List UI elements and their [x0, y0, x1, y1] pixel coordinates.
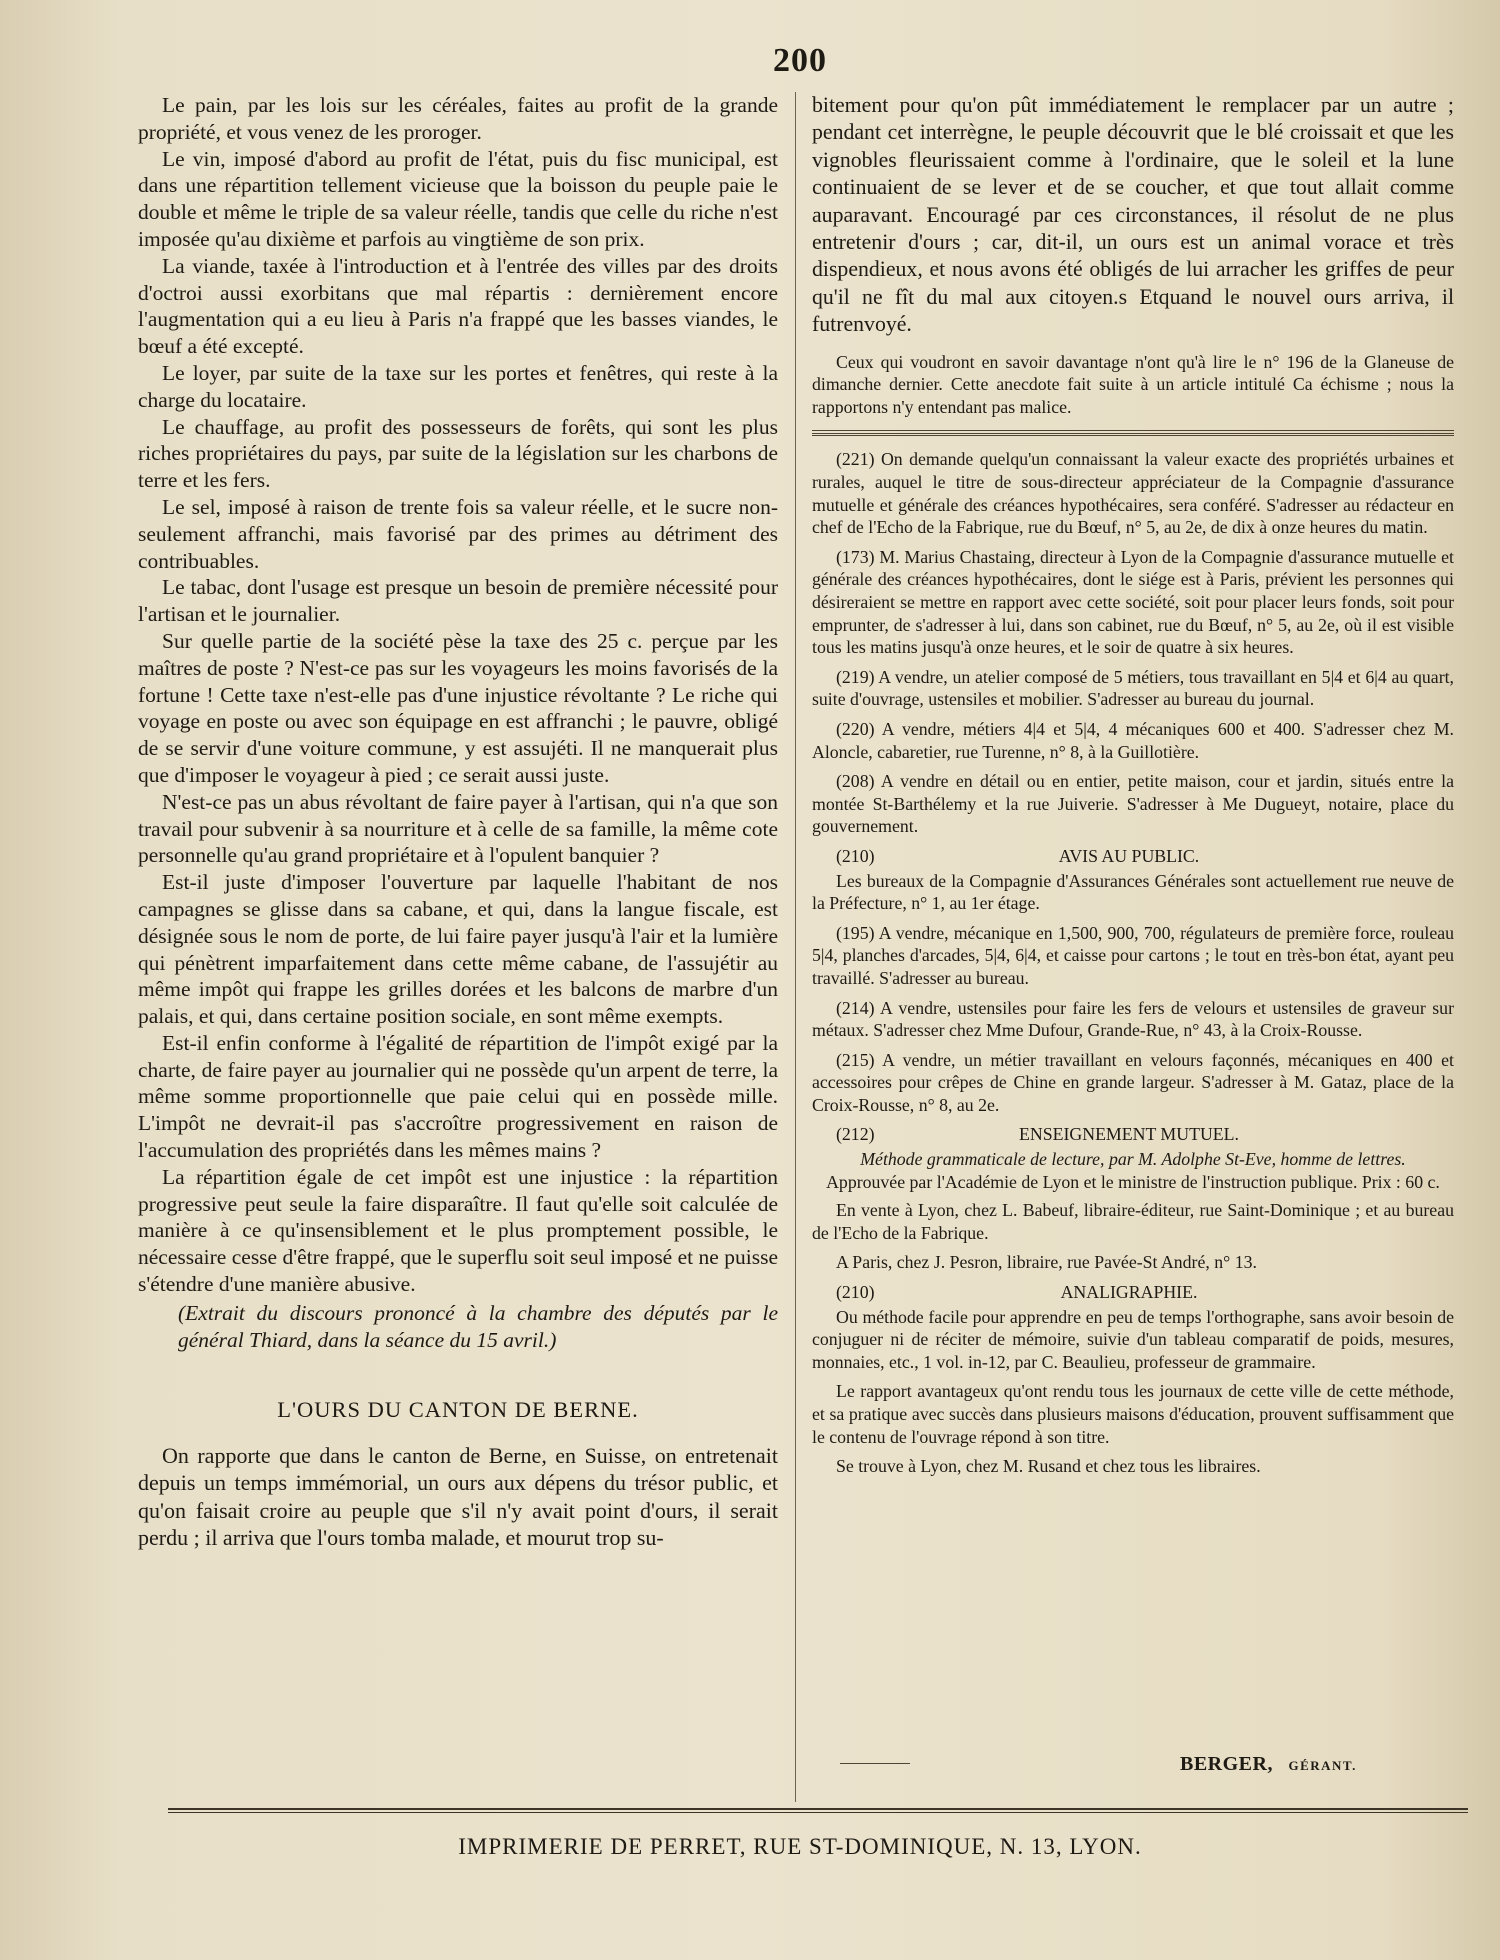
footer-rule [168, 1808, 1468, 1810]
signature-dash [840, 1763, 910, 1764]
notice-heading [812, 1281, 1454, 1304]
paragraph: Le vin, imposé d'abord au profit de l'état, puis du fisc municipal, est dans une répartition tellement vicieuse que la boisson du peuple paie le double et même le triple de sa valeur réelle, tandis que celle du riche n'est imposée qu'au dixième et parfois au vingtième de son prix. [138, 146, 778, 251]
notice-title: ENSEIGNEMENT MUTUEL. [1019, 1124, 1239, 1145]
notice: Ou méthode facile pour apprendre en peu de temps l'orthographe, sans avoir besoin de conjuguer ni de réciter de mémoire, suivie d'un tableau comparatif de poids, mesures, monnaies, etc., 1 vol. in-12, par C. Beaulieu, professeur de grammaire. [812, 1306, 1454, 1372]
divider-rule [812, 433, 1454, 436]
section-title: L'OURS DU CANTON DE BERNE. [277, 1397, 639, 1423]
notice-title: AVIS AU PUBLIC. [1058, 845, 1200, 866]
column-divider [795, 92, 796, 1802]
story-text: On rapporte que dans le canton de Berne, en Suisse, on entretenait depuis un temps immémorial, un ours aux dépens du trésor public, et qu'on faisait croire au peuple que s'il n'y avait point d'ours, il serait perdu ; il arriva que l'ours tomba malade, et mourut trop su- [138, 1443, 778, 1550]
notice: A Paris, chez J. Pesron, libraire, rue Pavée-St André, n° 13. [836, 1252, 1257, 1273]
paragraph: Le sel, imposé à raison de trente fois sa valeur réelle, et le sucre non-seulement affranchi, mais favorisé par des primes au détriment des contribuables. [138, 494, 778, 573]
page-number: 200 [773, 42, 827, 79]
printer-line: IMPRIMERIE DE PERRET, RUE ST-DOMINIQUE, N. 13, LYON. [458, 1834, 1142, 1859]
paragraph: Le chauffage, au profit des possesseurs de forêts, qui sont les plus riches propriétaires du pays, par suite de la législation sur les charbons de terre et les fers. [138, 414, 778, 493]
signature [1180, 1753, 1450, 1776]
notice-heading [812, 1123, 1454, 1146]
notice: Le rapport avantageux qu'ont rendu tous les journaux de cette ville de cette méthode, et sa pratique avec succès dans plusieurs maisons d'éducation, prouvent suffisamment que le contenu de l'ouvrage répond à son titre. [812, 1381, 1454, 1447]
divider-rule [812, 430, 1454, 431]
book-approval: Approuvée par l'Académie de Lyon et le ministre de l'instruction publique. Prix : 60 c. [826, 1171, 1440, 1192]
paragraph: Le loyer, par suite de la taxe sur les portes et fenêtres, qui reste à la charge du locataire. [138, 360, 778, 412]
notice-number: (210) [836, 845, 875, 866]
notice-title: ANALIGRAPHIE. [1060, 1282, 1198, 1303]
notice: En vente à Lyon, chez L. Babeuf, libraire-éditeur, rue Saint-Dominique ; et au bureau de l'Echo de la Fabrique. [812, 1200, 1454, 1243]
paragraph: Le tabac, dont l'usage est presque un besoin de première nécessité pour l'artisan et le journalier. [138, 575, 778, 627]
paragraph: Est-il enfin conforme à l'égalité de répartition de l'impôt exigé par la charte, de faire payer au journalier qui ne possède qu'un arpent de terre, la même somme proportionnelle que paie celui qui en possède mille. L'impôt ne devrait-il pas s'accroître progressivement en raison de l'accumulation des propriétés dans les mêmes mains ? [138, 1030, 778, 1163]
notice: (195) A vendre, mécanique en 1,500, 900, 700, régulateurs de première force, rouleau 5|4, planches d'arcades, 5|4, 6|4, et caisse pour cartons ; le tout en très-bon état, ayant peu travaillé. S'adresser au bureau. [812, 922, 1454, 988]
source-note: (Extrait du discours prononcé à la chambre des députés par le général Thiard, dans la séance du 15 avril.) [178, 1300, 778, 1352]
paragraph: N'est-ce pas un abus révoltant de faire payer à l'artisan, qui n'a que son travail pour subvenir à sa nourriture et à celle de sa famille, la même cote personnelle qu'au grand propriétaire et à l'opulent banquier ? [138, 789, 778, 868]
paragraph: La répartition égale de cet impôt est une injustice : la répartition progressive peut seule la faire disparaître. Il faut qu'elle soit calculée de manière à ce qu'insensiblement et le plus promptement possible, le nécessaire cesse d'être frappé, que le superflu soit seul imposé et ne puisse s'étendre d'une manière abusive. [138, 1164, 778, 1297]
notice-heading [812, 845, 1454, 868]
story-note: Ceux qui voudront en savoir davantage n'ont qu'à lire le n° 196 de la Glaneuse de dimanche dernier. Cette anecdote fait suite à un article intitulé Ca échisme ; nous la rapportons n'y entendant pas malice. [812, 351, 1454, 417]
notice: (173) M. Marius Chastaing, directeur à Lyon de la Compagnie d'assurance mutuelle et générale des créances hypothécaires, dont le siége est à Paris, prévient les personnes qui désireraient se mettre en rapport avec cette société, soit pour placer leurs fonds, soit pour emprunter, de s'adresser à lui, dans son cabinet, rue du Bœuf, n° 5, au 2e, où il est visible tous les matins jusqu'à onze heures, et le soir de quatre à six heures. [812, 546, 1454, 658]
right-column [812, 92, 1454, 1485]
notice: (219) A vendre, un atelier composé de 5 métiers, tous travaillant en 5|4 et 6|4 au quart, suite d'ouvrage, ustensiles et mobilier. S'adresser au bureau du journal. [812, 666, 1454, 710]
notice: (220) A vendre, métiers 4|4 et 5|4, 4 mécaniques 600 et 400. S'adresser chez M. Aloncle, cabaretier, rue Turenne, n° 8, à la Guillotière. [812, 718, 1454, 762]
book-title: Méthode grammaticale de lecture, par M. Adolphe St-Eve, homme de lettres. [860, 1149, 1406, 1170]
signature-name: BERGER, [1180, 1753, 1273, 1775]
paragraph: La viande, taxée à l'introduction et à l'entrée des villes par des droits d'octroi aussi exorbitans que mal répartis : dernièrement encore l'augmentation qui a eu lieu à Paris n'a frappé que les basses viandes, le bœuf a été excepté. [138, 253, 778, 359]
signature-role: GÉRANT. [1288, 1758, 1357, 1773]
paragraph: Le pain, par les lois sur les céréales, faites au profit de la grande propriété, et vous venez de les proroger. [138, 93, 778, 144]
notice: Se trouve à Lyon, chez M. Rusand et chez tous les libraires. [836, 1456, 1261, 1477]
story-continuation: bitement pour qu'on pût immédiatement le remplacer par un autre ; pendant cet interrègne, le peuple découvrit que le blé croissait et que les vignobles fleurissaient comme à l'ordinaire, que le soleil et la lune continuaient de se lever et de se coucher, et que tout allait comme auparavant. Encouragé par ces circonstances, il résolut de ne plus entretenir d'ours ; car, dit-il, un ours est un animal vorace et très dispendieux, et nous avons été obligés de lui arracher les griffes de peur qu'il ne fît du mal aux citoyen.s Etquand le nouvel ours arriva, il futrenvoyé. [812, 93, 1454, 337]
notice: (221) On demande quelqu'un connaissant la valeur exacte des propriétés urbaines et rurales, auquel le titre de sous-directeur appréciateur de la Compagnie d'assurance mutuelle et générale des créances hypothécaires, sera conféré. S'adresser au rédacteur en chef de l'Echo de la Fabrique, rue du Bœuf, n° 5, au 2e, de dix à onze heures du matin. [812, 449, 1454, 538]
notice-number: (210) [836, 1282, 875, 1303]
left-column [138, 92, 778, 1551]
paragraph: Est-il juste d'imposer l'ouverture par laquelle l'habitant de nos campagnes se glisse dans sa cabane, et qui, dans la langue fiscale, est désignée sous le nom de porte, de lui faire payer jusqu'à l'air et la lumière qui pénètrent imparfaitement dans cette même cabane, de l'assujétir au même impôt qui frappe les grilles dorées et les balcons de marbre d'un palais, et qui, dans certaine position sociale, en sont même exempts. [138, 870, 778, 1029]
notice: (208) A vendre en détail ou en entier, petite maison, cour et jardin, situés entre la montée St-Barthélemy et la rue Juiverie. S'adresser à Me Dugueyt, notaire, place du gouvernement. [812, 771, 1454, 837]
notice: (215) A vendre, un métier travaillant en velours façonnés, mécaniques en 400 et accessoires pour crêpes de Chine en grande largeur. S'adresser à M. Gataz, place de la Croix-Rousse, n° 8, au 2e. [812, 1049, 1454, 1115]
notice: Les bureaux de la Compagnie d'Assurances Générales sont actuellement rue neuve de la Préfecture, n° 1, au 1er étage. [812, 870, 1454, 914]
notice: (214) A vendre, ustensiles pour faire les fers de velours et ustensiles de graveur sur métaux. S'adresser chez Mme Dufour, Grande-Rue, n° 43, à la Croix-Rousse. [812, 997, 1454, 1041]
paragraph: Sur quelle partie de la société pèse la taxe des 25 c. perçue par les maîtres de poste ? N'est-ce pas sur les voyageurs les moins favorisés de la fortune ! Cette taxe n'est-elle pas d'une injustice révoltante ? Le riche qui voyage en poste ou avec son équipage en est affranchi ; le pauvre, obligé de se servir d'une voiture commune, y est assujéti. Il ne manquerait plus que d'imposer le voyageur à pied ; ce serait aussi juste. [138, 628, 778, 787]
notice-number: (212) [836, 1124, 875, 1145]
footer-rule [168, 1812, 1468, 1813]
